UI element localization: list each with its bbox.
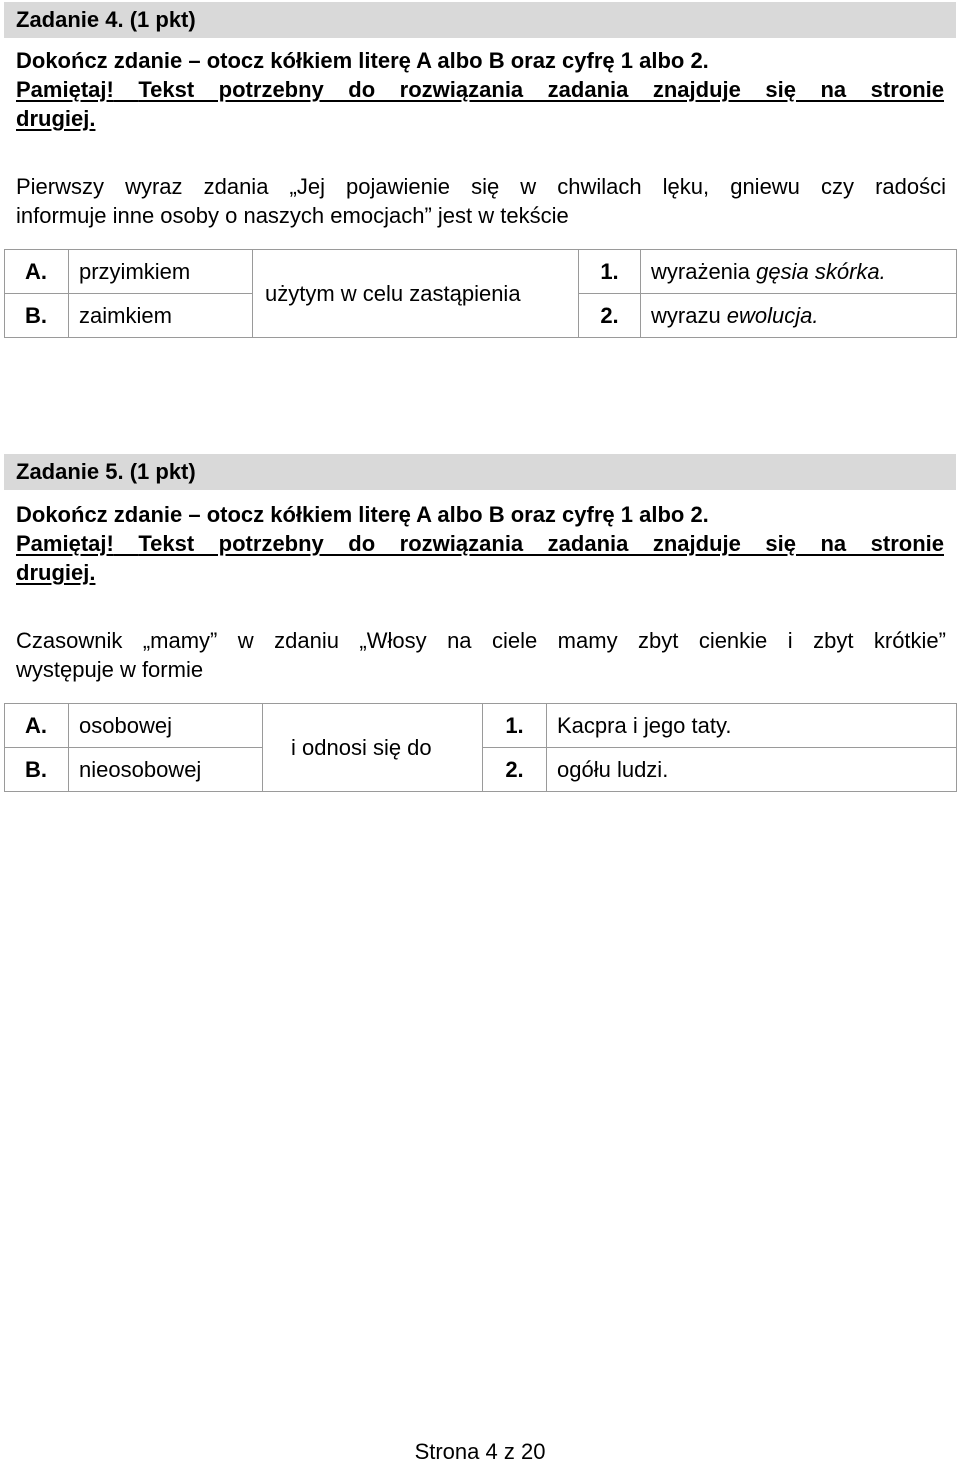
task4-ending-1-number[interactable]: 1. (579, 250, 641, 294)
task5-reminder-label: Pamiętaj! (16, 531, 114, 556)
task5-option-b-letter[interactable]: B. (5, 748, 69, 792)
task4-options-table (4, 249, 957, 338)
task4-option-a-text[interactable]: przyimkiem (69, 250, 253, 294)
task4-header: Zadanie 4. (1 pkt) (4, 2, 956, 38)
table-row (5, 704, 957, 748)
task4-reminder-text: Tekst potrzebny do rozwiązania zadania znajduje się na stronie (138, 77, 944, 102)
task4-option-a-letter[interactable]: A. (5, 250, 69, 294)
task4-option-b-letter[interactable]: B. (5, 294, 69, 338)
task5-header: Zadanie 5. (1 pkt) (4, 454, 956, 490)
page-footer: Strona 4 z 20 (414, 1439, 546, 1464)
task4-reminder (16, 75, 944, 104)
task5-question-line1: Czasownik „mamy” w zdaniu „Włosy na ciele mamy zbyt cienkie i zbyt krótkie” (16, 628, 946, 653)
task5-options-table (4, 703, 957, 792)
task4-middle-text: użytym w celu zastąpienia (253, 250, 579, 338)
task4-ending-2-number[interactable]: 2. (579, 294, 641, 338)
task4-ending-2[interactable] (641, 294, 957, 338)
task5-ending-2-number[interactable]: 2. (483, 748, 547, 792)
task5-question-line2: występuje w formie (16, 657, 204, 682)
task4-ending-1-prefix: wyrażenia (651, 258, 757, 284)
task4-ending-1-italic: gęsia skórka. (756, 258, 886, 284)
task5-option-a-text[interactable]: osobowej (69, 704, 263, 748)
task5-instruction: Dokończ zdanie – otocz kółkiem literę A albo B oraz cyfrę 1 albo 2. (16, 502, 709, 527)
task4-question-line1: Pierwszy wyraz zdania „Jej pojawienie się w chwilach lęku, gniewu czy radości (16, 174, 946, 199)
task4-reminder-label: Pamiętaj! (16, 77, 114, 102)
task5-middle-text: i odnosi się do (263, 704, 483, 792)
task5-ending-1[interactable]: Kacpra i jego taty. (547, 704, 957, 748)
task5-question (16, 626, 946, 684)
task5-option-a-letter[interactable]: A. (5, 704, 69, 748)
task4-option-b-text[interactable]: zaimkiem (69, 294, 253, 338)
task4-instruction-block (16, 46, 944, 133)
task4-instruction: Dokończ zdanie – otocz kółkiem literę A albo B oraz cyfrę 1 albo 2. (16, 48, 709, 73)
task4-ending-2-italic: ewolucja. (726, 302, 819, 328)
task5-option-b-text[interactable]: nieosobowej (69, 748, 263, 792)
task4-question (16, 172, 946, 230)
task4-question-line2: informuje inne osoby o naszych emocjach” jest w tekście (16, 203, 569, 228)
task4-ending-2-prefix: wyrazu (651, 302, 727, 328)
task5-ending-1-number[interactable]: 1. (483, 704, 547, 748)
task5-reminder (16, 529, 944, 558)
task5-reminder-end: drugiej. (16, 560, 96, 585)
task5-instruction-block (16, 500, 944, 587)
task5-reminder-text: Tekst potrzebny do rozwiązania zadania znajduje się na stronie (138, 531, 944, 556)
task4-reminder-end: drugiej. (16, 106, 96, 131)
table-row (5, 250, 957, 294)
task4-ending-1[interactable] (641, 250, 957, 294)
task5-ending-2[interactable]: ogółu ludzi. (547, 748, 957, 792)
